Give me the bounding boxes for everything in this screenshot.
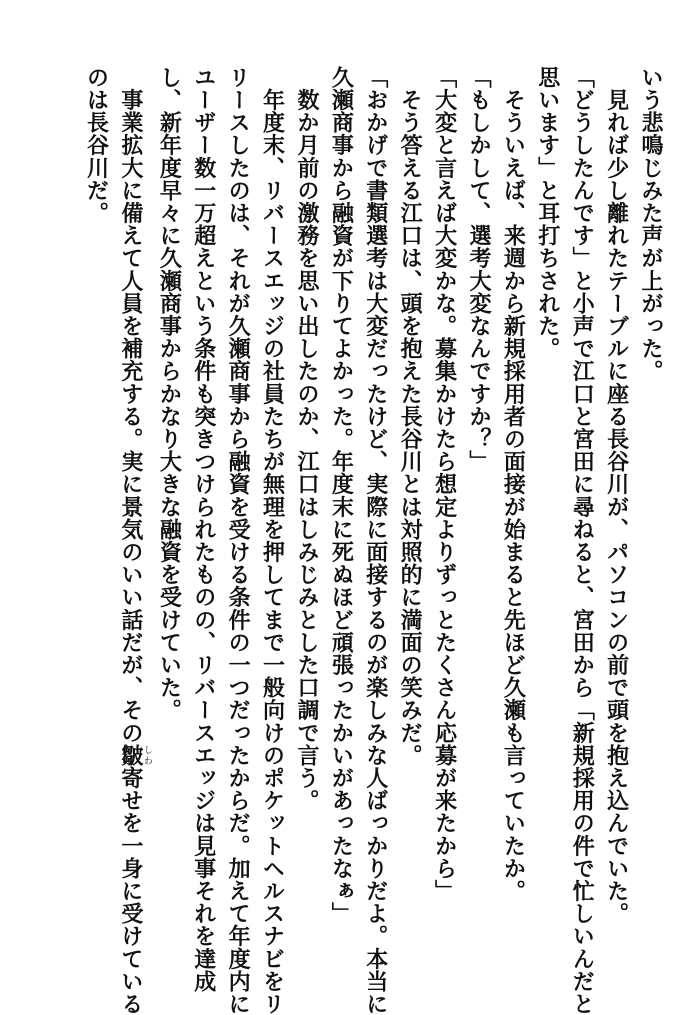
text-line: そういえば、来週から新規採用者の面接が始まると先ほど久瀬も言っていたか。 (500, 66, 527, 903)
text-line: 見れば少し離れたテーブルに座る長谷川が、パソコンの前で頭を抱え込んでいた。 (603, 66, 630, 925)
text-segment: 事業拡大に備えて人員を補充する。実に景気のいい話だが、その (117, 66, 144, 744)
text-line: 「おかげで書類選考は大変だったけど、実際に面接するのが楽しみな人ばっかりだよ。本当に (362, 66, 389, 1015)
text-line: 思います」と耳打ちされた。 (534, 66, 561, 360)
text-line: 「もしかして、選考大変なんですか？」 (465, 66, 492, 473)
text-line: そう答える江口は、頭を抱えた長谷川とは対照的に満面の笑みだ。 (397, 66, 424, 767)
text-segment-tail: 寄せを一身に受けている (117, 766, 144, 1015)
text-line: ユーザー数一万超えという条件も突きつけられたものの、リバースエッジは見事それを達成 (190, 66, 217, 993)
text-line: し、新年度早々に久瀬商事からかなり大きな融資を受けていた。 (156, 66, 183, 722)
text-line-with-ruby (114, 66, 152, 1015)
text-line: 数か月前の激務を思い出したのか、江口はしみじみとした口調で言う。 (293, 66, 320, 812)
text-line: リースしたのは、それが久瀬商事から融資を受ける条件の一つだったからだ。加えて年度内に (225, 66, 252, 1015)
ruby-annotation (117, 744, 152, 767)
vertical-text-body (79, 66, 668, 1015)
ruby-base: 皺 (117, 744, 144, 767)
text-line: 「どうしたんです」と小声で江口と宮田に尋ねると、宮田から「新規採用の件で忙しいんだと (569, 66, 596, 1015)
text-line: 久瀬商事から融資が下りてよかった。年度末に死ぬほど頑張ったかいがあったなぁ」 (328, 66, 355, 925)
text-line: 「大変と言えば大変かな。募集かけたら想定よりずっとたくさん応募が来たから」 (431, 66, 458, 903)
text-line: 年度末、リバースエッジの社員たちが無理を押してまで一般向けのポケットヘルスナビをリ (259, 66, 286, 1015)
ruby-reading: しわ (141, 744, 152, 767)
text-line: いう悲鳴じみた声が上がった。 (638, 66, 664, 383)
text-line: のは長谷川だ。 (83, 66, 110, 225)
